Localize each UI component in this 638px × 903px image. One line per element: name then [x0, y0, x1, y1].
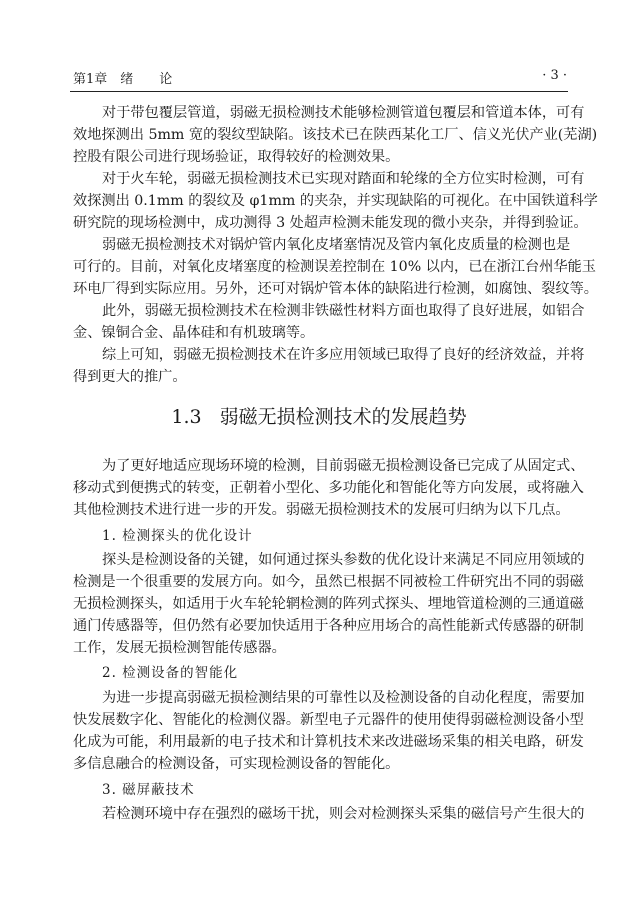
- text-line: 通门传感器等，但仍然有必要加快适用于各种应用场合的高性能新式传感器的研制: [73, 618, 584, 634]
- text-line: 为了更好地适应现场环境的检测，目前弱磁无损检测设备已完成了从固定式、: [102, 458, 585, 474]
- subsection-heading: 1. 检测探头的优化设计: [102, 528, 253, 544]
- text-line: 检测是一个很重要的发展方向。如今，虽然已根据不同被检工件研究出不同的弱磁: [73, 574, 584, 590]
- text-line: 其他检测技术进行进一步的开发。弱磁无损检测技术的发展可归纳为以下几点。: [73, 502, 570, 518]
- section-heading: [0, 404, 638, 430]
- text-line: 此外，弱磁无损检测技术在检测非铁磁性材料方面也取得了良好进展，如铝合: [102, 303, 585, 319]
- text-line: 环电厂得到实际应用。另外，还可对锅炉管本体的缺陷进行检测，如腐蚀、裂纹等。: [73, 281, 598, 297]
- subsection-heading: 3. 磁屏蔽技术: [102, 782, 195, 798]
- section-intro: [73, 455, 585, 521]
- text-line: 为进一步提高弱磁无损检测结果的可靠性以及检测设备的自动化程度，需要加: [102, 690, 585, 706]
- subsection-heading: 2. 检测设备的智能化: [102, 665, 239, 681]
- text-line: 对于带包覆层管道，弱磁无损检测技术能够检测管道包覆层和管道本体，可有: [102, 105, 585, 121]
- text-line: 得到更大的推广。: [73, 369, 187, 385]
- text-line: 效地探测出 5mm 宽的裂纹型缺陷。该技术已在陕西某化工厂、信义光伏产业(芜湖): [73, 127, 598, 143]
- text-line: 工作，发展无损检测智能传感器。: [73, 640, 286, 656]
- section-title: 弱磁无损检测技术的发展趋势: [219, 406, 467, 428]
- text-line: 无损检测探头，如适用于火车轮轮辋检测的阵列式探头、埋地管道检测的三通道磁: [73, 596, 584, 612]
- text-line: 快发展数字化、智能化的检测仪器。新型电子元器件的使用使得弱磁检测设备小型: [73, 712, 584, 728]
- text-line: 控股有限公司进行现场验证，取得较好的检测效果。: [73, 149, 400, 165]
- paragraph: [73, 234, 598, 300]
- text-line: 探头是检测设备的关键，如何通过探头参数的优化设计来满足不同应用领域的: [102, 552, 585, 568]
- body-text-top: [73, 102, 598, 388]
- text-line: 综上可知，弱磁无损检测技术在许多应用领域已取得了良好的经济效益，并将: [102, 347, 585, 363]
- header-rule: [70, 91, 568, 92]
- text-line: 化成为可能，利用最新的电子技术和计算机技术来改进磁场采集的相关电路，研发: [73, 734, 584, 750]
- paragraph: [73, 102, 598, 168]
- text-line: 对于火车轮，弱磁无损检测技术已实现对踏面和轮缘的全方位实时检测，可有: [102, 171, 585, 187]
- text-line: 金、镍铜合金、晶体硅和有机玻璃等。: [73, 325, 315, 341]
- text-line: 多信息融合的检测设备，可实现检测设备的智能化。: [73, 756, 400, 772]
- text-line: 移动式到便携式的转变，正朝着小型化、多功能化和智能化等方向发展，或将融入: [73, 480, 584, 496]
- paragraph: [73, 168, 598, 234]
- section-number: 1.3: [171, 406, 202, 428]
- text-line: 若检测环境中存在强烈的磁场干扰，则会对检测探头采集的磁信号产生很大的: [102, 806, 585, 822]
- subsection-body: [73, 803, 585, 825]
- subsection-body: [73, 549, 585, 659]
- subsection-body: [73, 687, 585, 775]
- text-line: 弱磁无损检测技术对锅炉管内氧化皮堵塞情况及管内氧化皮质量的检测也是: [102, 237, 571, 253]
- chapter-title: 第1章 绪 论: [73, 72, 173, 87]
- text-line: 研究院的现场检测中，成功测得 3 处超声检测未能发现的微小夹杂，并得到验证。: [73, 215, 588, 231]
- running-header: [73, 66, 567, 90]
- paragraph: [73, 300, 585, 344]
- paragraph: [73, 344, 585, 388]
- text-line: 效探测出 0.1mm 的裂纹及 φ1mm 的夹杂，并实现缺陷的可视化。在中国铁道科学: [73, 193, 598, 209]
- page-number: · 3 ·: [542, 68, 567, 83]
- text-line: 可行的。目前，对氧化皮堵塞度的检测误差控制在 10% 以内，已在浙江台州华能玉: [73, 259, 596, 275]
